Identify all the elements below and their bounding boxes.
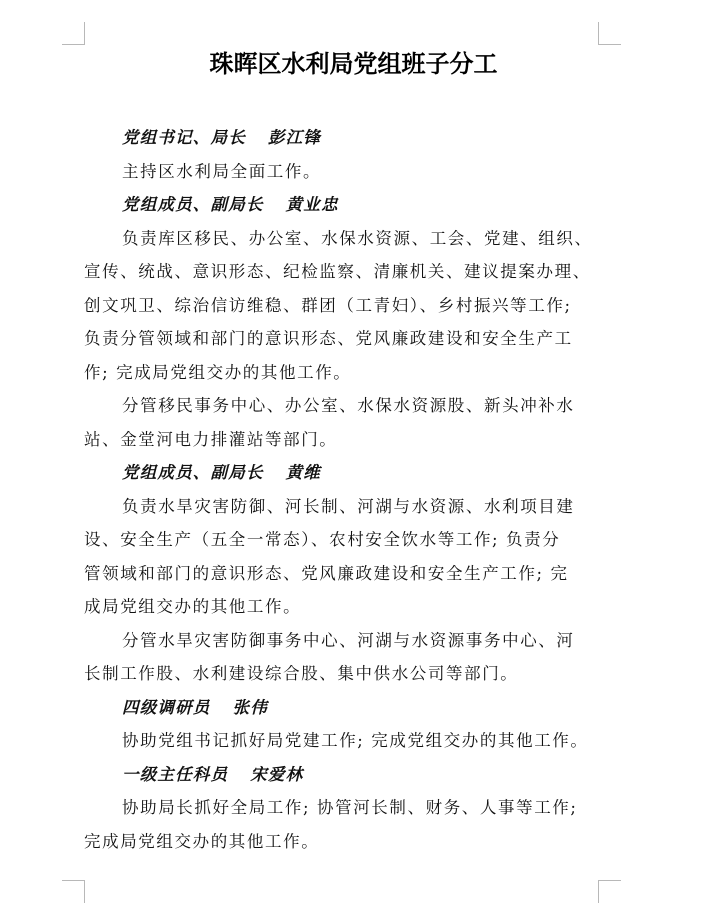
crop-mark-bottom-right	[598, 880, 621, 903]
heading-line	[84, 758, 614, 792]
paragraph-line: 设、安全生产（五全一常态）、农村安全饮水等工作; 负责分	[84, 530, 561, 549]
document-title: 珠晖区水利局党组班子分工	[209, 50, 498, 78]
heading-line	[84, 691, 614, 725]
paragraph-line: 管领域和部门的意识形态、党风廉政建设和安全生产工作; 完	[84, 563, 569, 583]
crop-mark-top-left	[62, 22, 85, 45]
heading-role: 一级主任科员	[122, 764, 229, 784]
heading-role: 四级调研员	[122, 697, 211, 717]
paragraph-line: 长制工作股、水利建设综合股、集中供水公司等部门。	[84, 664, 519, 683]
crop-mark-top-right	[598, 22, 621, 45]
paragraph-line: 负责水旱灾害防御、河长制、河湖与水资源、水利项目建	[122, 496, 575, 516]
heading-line	[84, 121, 614, 155]
paragraph-line: 站、金堂河电力排灌站等部门。	[84, 429, 338, 449]
paragraph-line: 负责分管领域和部门的意识形态、党风廉政建设和安全生产工	[84, 329, 573, 348]
heading-line	[84, 456, 614, 490]
heading-role: 党组成员、副局长	[122, 463, 264, 482]
heading-person: 黄业忠	[285, 195, 339, 214]
heading-person: 黄维	[285, 463, 322, 482]
heading-person: 张伟	[232, 697, 268, 717]
paragraph-line: 负责库区移民、办公室、水保水资源、工会、党建、组织、	[122, 228, 593, 248]
heading-line	[84, 188, 614, 222]
heading-role: 党组书记、局长	[122, 128, 246, 147]
paragraph-line: 协助局长抓好全局工作; 协管河长制、财务、人事等工作;	[122, 798, 578, 817]
crop-mark-bottom-left	[62, 880, 85, 903]
paragraph-line: 完成局党组交办的其他工作。	[84, 831, 320, 851]
paragraph-line: 分管水旱灾害防御事务中心、河湖与水资源事务中心、河	[122, 630, 575, 650]
paragraph-line: 作; 完成局党组交办的其他工作。	[84, 362, 352, 382]
heading-person: 宋爱林	[250, 764, 304, 784]
paragraph-line: 协助党组书记抓好局党建工作; 完成党组交办的其他工作。	[122, 731, 589, 750]
paragraph-line: 分管移民事务中心、办公室、水保水资源股、新头冲补水	[122, 396, 575, 415]
paragraph-line: 宣传、统战、意识形态、纪检监察、清廉机关、建议提案办理、	[84, 262, 591, 281]
heading-person: 彭江锋	[267, 128, 322, 147]
document-body	[84, 121, 614, 858]
paragraph-line: 创文巩卫、综治信访维稳、群团（工青妇）、乡村振兴等工作;	[84, 295, 572, 315]
paragraph-line: 成局党组交办的其他工作。	[84, 597, 302, 616]
heading-role: 党组成员、副局长	[122, 195, 264, 214]
paragraph-line: 主持区水利局全面工作。	[122, 161, 322, 181]
